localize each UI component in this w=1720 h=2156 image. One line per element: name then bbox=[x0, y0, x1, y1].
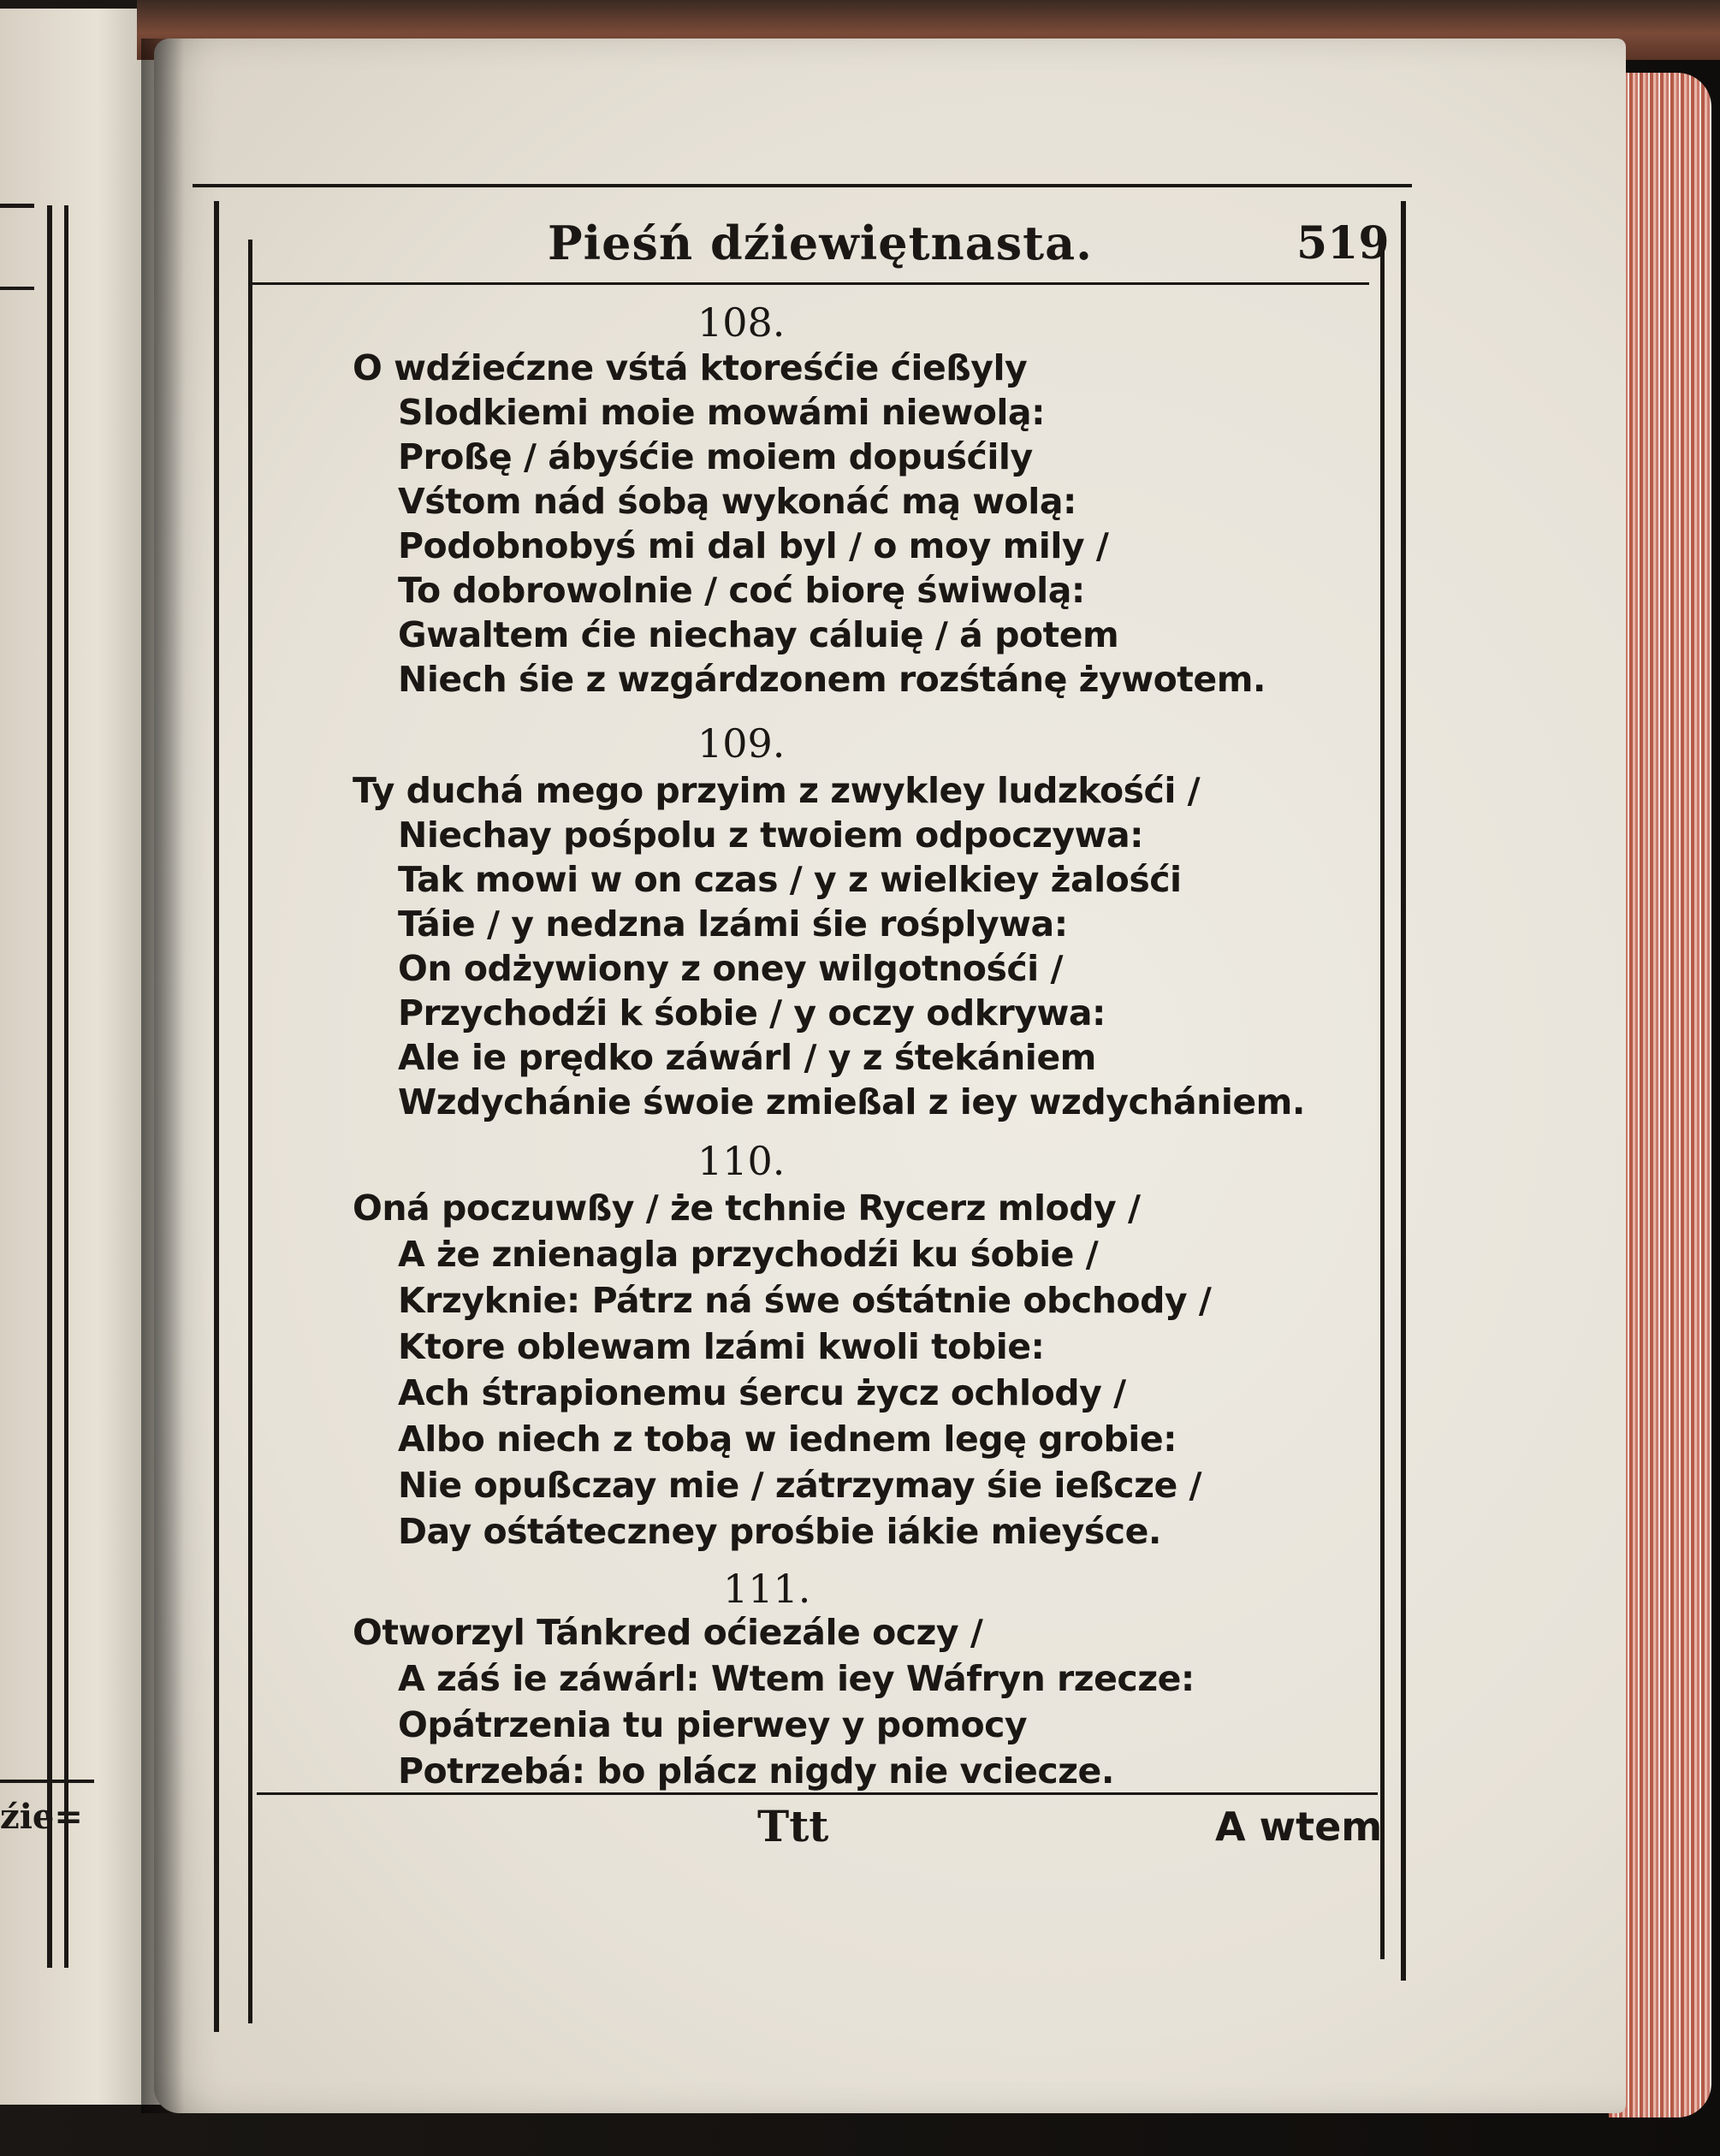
verse-line: Proßę / ábyśćie moiem dopuśćily bbox=[398, 436, 1033, 477]
frame-left-rule-inner bbox=[248, 240, 252, 2023]
verse-line: Ty duchá mego przyim z zwykley ludzkośći / bbox=[353, 770, 1201, 811]
frame-right-rule-inner bbox=[1380, 240, 1385, 1959]
stanza-number: 111. bbox=[723, 1566, 811, 1612]
left-page-rule bbox=[0, 287, 34, 290]
header-rule bbox=[248, 282, 1369, 285]
left-page bbox=[0, 9, 163, 2105]
frame-left-rule-outer bbox=[214, 201, 219, 2032]
verse-line: Vśtom nád śobą wykonáć mą wolą: bbox=[398, 481, 1076, 522]
verse-line: Potrzebá: bo plácz nigdy nie vciecze. bbox=[398, 1750, 1114, 1792]
stanza-number: 108. bbox=[697, 299, 786, 346]
verse-line: Nie opußczay mie / zátrzymay śie ießcze / bbox=[398, 1465, 1201, 1506]
gutter-shadow bbox=[141, 38, 184, 2113]
signature-mark: Ttt bbox=[757, 1801, 829, 1851]
page-number: 519 bbox=[1296, 217, 1390, 270]
verse-line: Oná poczuwßy / że tchnie Rycerz mlody / bbox=[353, 1188, 1141, 1229]
verse-line: Wzdychánie śwoie zmießal z iey wzdychániem. bbox=[398, 1081, 1305, 1122]
verse-line: To dobrowolnie / coć biorę świwolą: bbox=[398, 570, 1085, 611]
verse-line: Ale ie prędko záwárl / y z śtekániem bbox=[398, 1037, 1096, 1078]
page-title: Pieśń dźiewiętnasta. bbox=[548, 216, 1093, 270]
verse-line: Day ośtáteczney prośbie iákie mieyśce. bbox=[398, 1511, 1161, 1552]
left-page-fragment: źie= bbox=[0, 1797, 83, 1837]
show-through bbox=[1232, 282, 1245, 324]
left-page-rule bbox=[47, 205, 52, 1968]
verse-line: Ktore oblewam lzámi kwoli tobie: bbox=[398, 1326, 1045, 1367]
verse-line: A że znienagla przychodźi ku śobie / bbox=[398, 1234, 1099, 1275]
left-page-rule bbox=[0, 204, 34, 208]
verse-line: Slodkiemi moie mowámi niewolą: bbox=[398, 392, 1045, 433]
verse-line: Ach śtrapionemu śercu życz ochlody / bbox=[398, 1372, 1126, 1413]
verse-line: A záś ie záwárl: Wtem iey Wáfryn rzecze: bbox=[398, 1658, 1195, 1699]
verse-line: Táie / y nedzna lzámi śie rośplywa: bbox=[398, 903, 1068, 945]
frame-right-rule-outer bbox=[1401, 201, 1406, 1981]
verse-line: Gwaltem ćie niechay cáluię / á potem bbox=[398, 614, 1119, 655]
verse-line: Otworzyl Tánkred oćiezále oczy / bbox=[353, 1612, 983, 1653]
stanza-number: 110. bbox=[697, 1138, 786, 1184]
left-page-rule bbox=[64, 205, 68, 1968]
stanza-number: 109. bbox=[697, 720, 786, 767]
verse-line: On odżywiony z oney wilgotnośći / bbox=[398, 948, 1063, 989]
verse-line: Podobnobyś mi dal byl / o moy mily / bbox=[398, 525, 1109, 566]
verse-line: Albo niech z tobą w iednem legę grobie: bbox=[398, 1419, 1177, 1460]
verse-line: Przychodźi k śobie / y oczy odkrywa: bbox=[398, 992, 1106, 1034]
verse-line: Niech śie z wzgárdzonem rozśtánę żywotem. bbox=[398, 659, 1266, 700]
verse-line: Opátrzenia tu pierwey y pomocy bbox=[398, 1704, 1028, 1745]
verse-line: Tak mowi w on czas / y z wielkiey żalośći bbox=[398, 859, 1182, 900]
catchword: A wtem bbox=[1215, 1804, 1383, 1850]
verse-line: Niechay pośpolu z twoiem odpoczywa: bbox=[398, 814, 1144, 856]
verse-line: Krzyknie: Pátrz ná śwe ośtátnie obchody / bbox=[398, 1280, 1212, 1321]
verse-line: O wdźiećzne vśtá ktoreśćie ćießyly bbox=[353, 347, 1028, 388]
frame-top-rule bbox=[193, 184, 1412, 187]
